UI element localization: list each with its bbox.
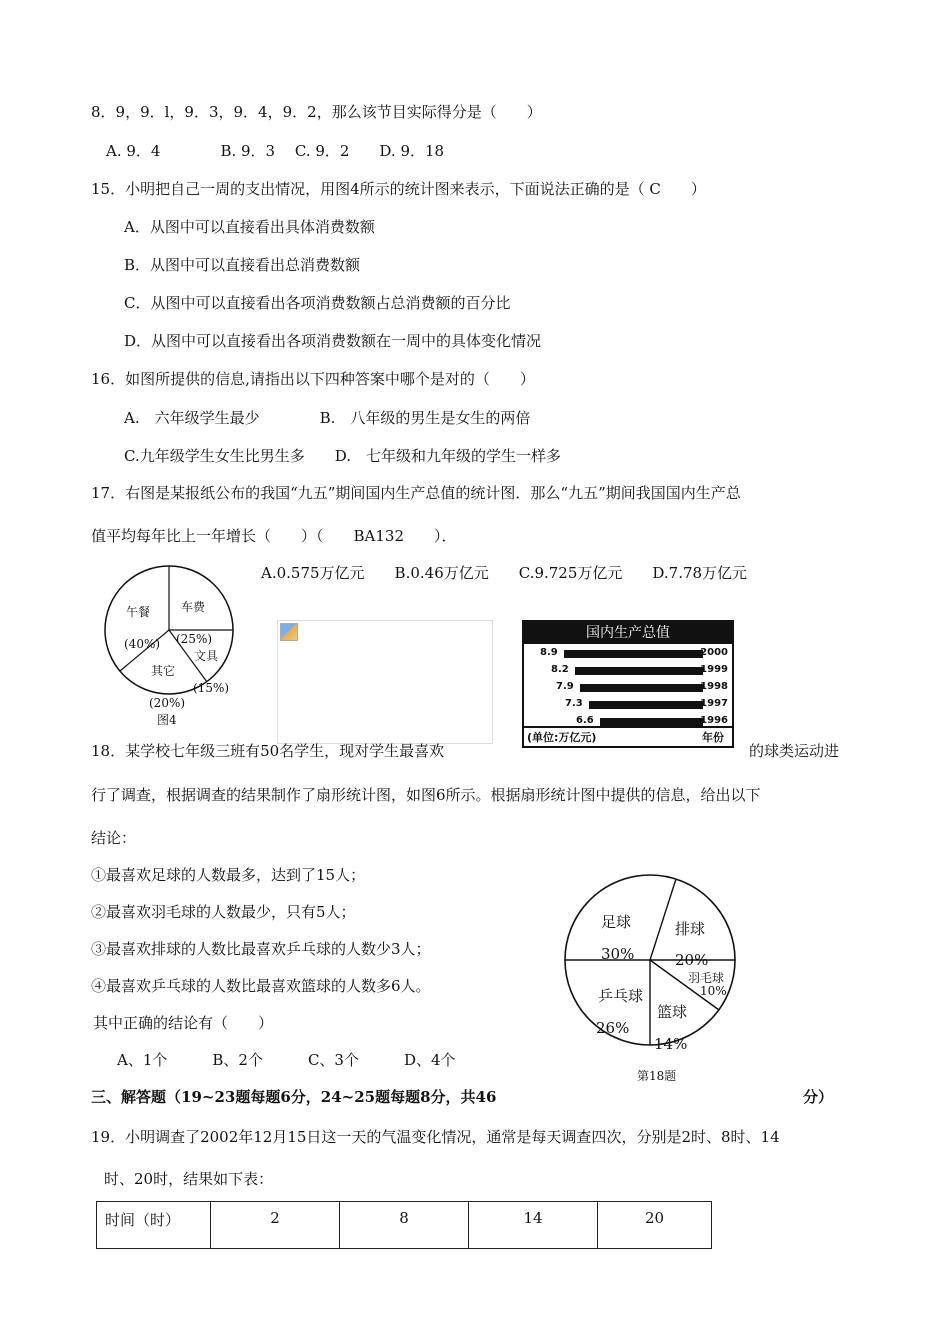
q18-line2: 行了调查，根据调查的结果制作了扇形统计图，如图6所示。根据扇形统计图中提供的信息，给出以下 xyxy=(91,786,761,804)
fig18-badminton-label: 羽毛球 xyxy=(688,971,725,985)
q17-line2: 值平均每年比上一年增长（ ）（ BA132 ）． xyxy=(91,527,457,545)
q18-conclusion-1: ①最喜欢足球的人数最多，达到了15人； xyxy=(91,866,366,884)
gdp-bar-year: 1997 xyxy=(700,698,728,709)
q15-stem: 15．小明把自己一周的支出情况，用图4所示的统计图来表示，下面说法正确的是（ C ） xyxy=(91,180,706,198)
gdp-bar-value: 7.3 xyxy=(565,698,583,709)
temperature-table xyxy=(96,1201,712,1249)
fig4-stationery-label: 文具 xyxy=(194,649,219,663)
fig4-fare-label: 车费 xyxy=(181,600,206,614)
gdp-year-label: 年份 xyxy=(702,731,724,744)
q8-stem: 8．9，9．l，9．3，9．4，9．2，那么该节目实际得分是（ ） xyxy=(91,103,542,121)
fig18-caption: 第18题 xyxy=(637,1069,677,1083)
q18-conclusion-3: ③最喜欢排球的人数比最喜欢乒乓球的人数少3人； xyxy=(91,940,431,958)
q15-option-b: B．从图中可以直接看出总消费数额 xyxy=(124,256,361,274)
q17-line1: 17．右图是某报纸公布的我国“九五”期间国内生产总值的统计图．那么“九五”期间我国国内生产总 xyxy=(91,484,741,502)
q19-line1: 19．小明调查了2002年12月15日这一天的气温变化情况，通常是每天调查四次，分别是2时、8时、14 xyxy=(91,1128,780,1146)
table-cell: 14 xyxy=(469,1202,598,1249)
table-row xyxy=(97,1202,712,1249)
fig18-volleyball-label: 排球 xyxy=(675,920,706,938)
gdp-bar-value: 8.2 xyxy=(551,664,569,675)
gdp-bar xyxy=(575,667,703,675)
gdp-bar-year: 1996 xyxy=(700,715,728,726)
gdp-bar-row xyxy=(524,647,732,661)
section3-heading-end: 分） xyxy=(803,1088,834,1106)
q19-line2: 时、20时，结果如下表： xyxy=(104,1170,274,1188)
q15-option-c: C．从图中可以直接看出各项消费数额占总消费额的百分比 xyxy=(124,294,511,312)
gdp-bar-year: 1998 xyxy=(700,681,728,692)
q16-options-ab: A. 六年级学生最少 B. 八年级的男生是女生的两倍 xyxy=(124,409,531,427)
q18-line1b: 的球类运动进 xyxy=(749,742,840,760)
gdp-bar-year: 2000 xyxy=(700,647,728,658)
gdp-bar-row xyxy=(524,664,732,678)
q18-line3: 结论： xyxy=(91,829,137,847)
gdp-chart-title: 国内生产总值 xyxy=(524,622,732,644)
q18-ask: 其中正确的结论有（ ） xyxy=(93,1014,274,1032)
fig18-basketball-pct: 14% xyxy=(654,1035,688,1053)
table-header-cell: 时间（时） xyxy=(97,1202,211,1249)
gdp-bar-row xyxy=(524,698,732,712)
fig4-caption: 图4 xyxy=(157,713,177,727)
gdp-bar-row xyxy=(524,681,732,695)
missing-image-placeholder xyxy=(277,620,493,744)
fig18-pingpong-label: 乒乓球 xyxy=(598,987,644,1005)
gdp-bar-value: 6.6 xyxy=(576,715,594,726)
gdp-bar xyxy=(564,650,703,658)
gdp-chart-footer xyxy=(524,726,732,746)
fig4-lunch-pct: (40%) xyxy=(124,637,161,651)
q18-line1a: 18．某学校七年级三班有50名学生，现对学生最喜欢 xyxy=(91,742,445,760)
fig18-football-pct: 30% xyxy=(601,945,635,963)
q17-options: A.0.575万亿元 B.0.46万亿元 C.9.725万亿元 D.7.78万亿元 xyxy=(261,564,748,582)
fig18-basketball-label: 篮球 xyxy=(657,1003,688,1021)
section3-heading: 三、解答题（19~23题每题6分，24~25题每题8分，共46 xyxy=(91,1088,497,1106)
fig4-other-pct: (20%) xyxy=(149,696,186,710)
gdp-bar-value: 7.9 xyxy=(556,681,574,692)
gdp-bar-chart xyxy=(522,620,734,748)
q18-options: A、1个 B、2个 C、3个 D、4个 xyxy=(117,1051,456,1069)
q15-option-d: D．从图中可以直接看出各项消费数额在一周中的具体变化情况 xyxy=(124,332,542,350)
fig18-football-label: 足球 xyxy=(601,913,632,931)
fig4-stationery-pct: (15%) xyxy=(193,681,230,695)
table-cell: 20 xyxy=(598,1202,712,1249)
fig4-fare-pct: (25%) xyxy=(176,632,213,646)
fig18-volleyball-pct: 20% xyxy=(675,951,709,969)
q18-conclusion-4: ④最喜欢乒乓球的人数比最喜欢篮球的人数多6人。 xyxy=(91,977,431,995)
table-cell: 8 xyxy=(340,1202,469,1249)
fig18-pie-chart xyxy=(562,873,742,1051)
q18-conclusion-2: ②最喜欢羽毛球的人数最少，只有5人； xyxy=(91,903,356,921)
table-cell: 2 xyxy=(211,1202,340,1249)
q8-options: A. 9．4 B. 9．3 C. 9．2 D. 9．18 xyxy=(106,142,445,160)
q16-stem: 16．如图所提供的信息,请指出以下四种答案中哪个是对的（ ） xyxy=(91,370,535,388)
fig18-badminton-pct: 10% xyxy=(700,984,727,998)
gdp-bar-value: 8.9 xyxy=(540,647,558,658)
q16-options-cd: C.九年级学生女生比男生多 D. 七年级和九年级的学生一样多 xyxy=(124,447,561,465)
broken-image-icon xyxy=(280,623,298,641)
gdp-bar xyxy=(589,701,703,709)
gdp-unit-label: (单位:万亿元) xyxy=(527,731,597,744)
q15-option-a: A．从图中可以直接看出具体消费数额 xyxy=(124,218,375,236)
gdp-bar xyxy=(580,684,703,692)
fig4-lunch-label: 午餐 xyxy=(126,605,151,619)
fig4-other-label: 其它 xyxy=(151,664,176,678)
fig18-pingpong-pct: 26% xyxy=(596,1019,630,1037)
gdp-bar-year: 1999 xyxy=(700,664,728,675)
gdp-bar xyxy=(600,718,703,726)
